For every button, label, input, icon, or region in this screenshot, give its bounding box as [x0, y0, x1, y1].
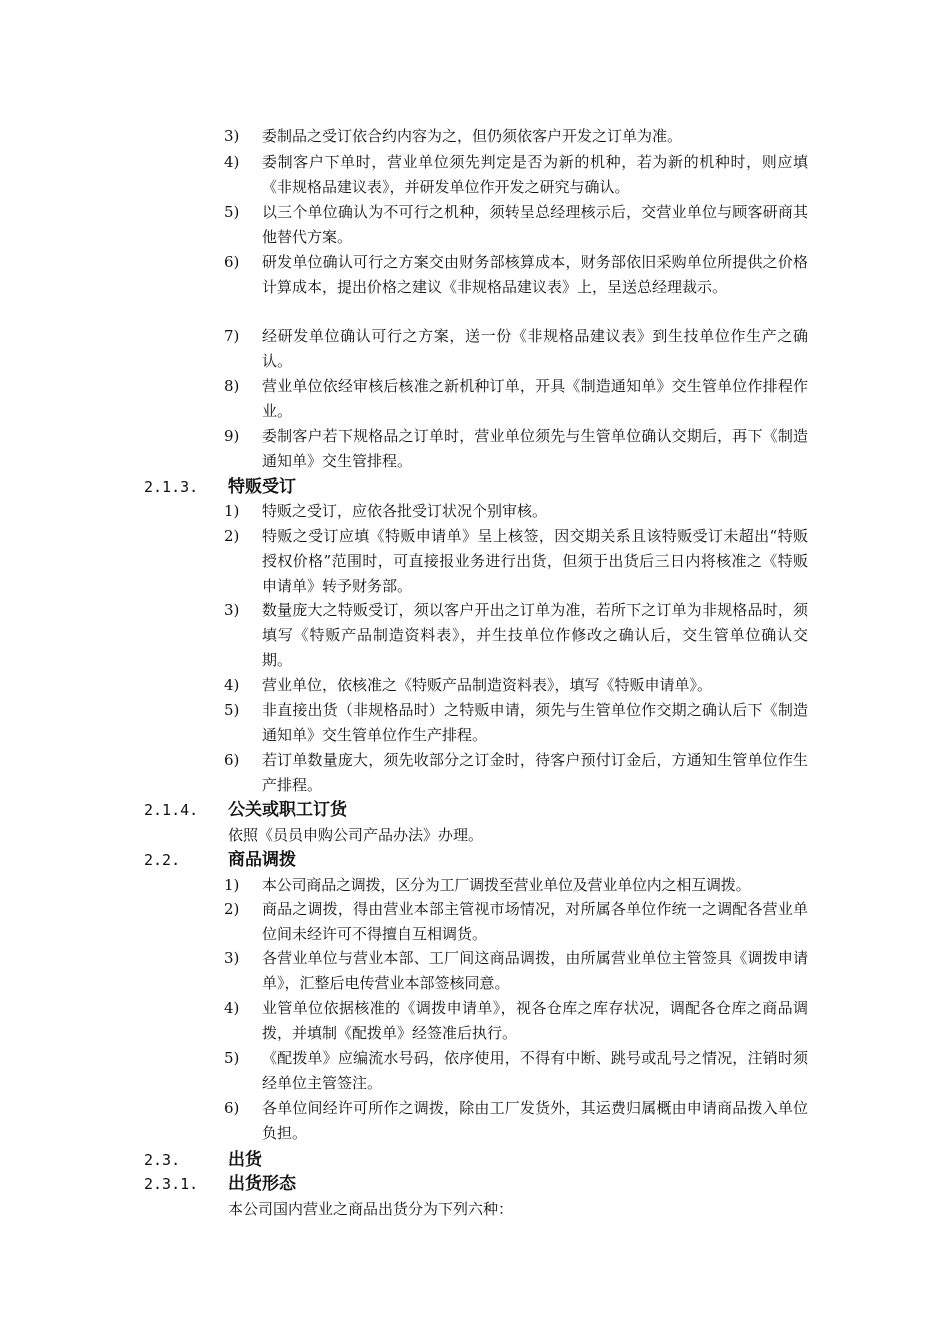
- section-number: 2.3.1.: [144, 1175, 199, 1193]
- list-item: [224, 374, 814, 424]
- item-number: 5): [224, 701, 240, 719]
- list-item: [224, 200, 814, 250]
- section-title: 商品调拨: [228, 850, 296, 870]
- list-item: [224, 698, 814, 748]
- list-item: [224, 324, 814, 374]
- item-text: 本公司商品之调拨，区分为工厂调拨至营业单位及营业单位内之相互调拨。: [262, 876, 751, 894]
- item-text: 各营业单位与营业本部、工厂间这商品调拨，由所属营业单位主管签具《调拨申请单》，汇整后电传营业本部签核同意。: [262, 949, 808, 992]
- item-text: 若订单数量庞大，须先收部分之订金时，待客户预付订金后，方通知生管单位作生产排程。: [262, 751, 808, 794]
- list-item: [224, 598, 814, 673]
- list-item: [224, 499, 814, 524]
- item-text: 营业单位依经审核后核准之新机种订单，开具《制造通知单》交生管单位作排程作业。: [262, 377, 808, 420]
- list-item: [224, 524, 814, 599]
- list-item: [224, 996, 814, 1046]
- list-item: [224, 673, 814, 698]
- item-number: 3): [224, 949, 240, 967]
- item-number: 6): [224, 1099, 240, 1117]
- list-item: [224, 150, 814, 200]
- section-title: 出货: [228, 1150, 262, 1170]
- item-number: 2): [224, 527, 240, 545]
- list-item: [224, 1096, 814, 1146]
- section-number: 2.3.: [144, 1151, 181, 1169]
- section-paragraph: 依照《员员申购公司产品办法》办理。: [228, 826, 484, 844]
- item-number: 5): [224, 1049, 240, 1067]
- section-title: 出货形态: [228, 1174, 296, 1194]
- section-number: 2.1.3.: [144, 478, 199, 496]
- item-number: 1): [224, 876, 240, 894]
- list-item: [224, 897, 814, 947]
- item-number: 4): [224, 999, 240, 1017]
- list-item: [224, 946, 814, 996]
- item-number: 1): [224, 502, 240, 520]
- item-text: 营业单位，依核准之《特贩产品制造资料表》，填写《特贩申请单》。: [262, 676, 713, 694]
- item-text: 各单位间经许可所作之调拨，除由工厂发货外，其运费归属概由申请商品拨入单位负担。: [262, 1099, 808, 1142]
- item-number: 3): [224, 601, 240, 619]
- item-text: 数量庞大之特贩受订，须以客户开出之订单为准，若所下之订单为非规格品时，须填写《特贩产品制造资料表》，并生技单位作修改之确认后，交生管单位确认交期。: [262, 601, 808, 669]
- list-item: [224, 424, 814, 474]
- list-item: [224, 250, 814, 300]
- item-text: 经研发单位确认可行之方案，送一份《非规格品建议表》到生技单位作生产之确认。: [262, 327, 808, 370]
- section-number: 2.2.: [144, 851, 181, 869]
- list-item: [224, 748, 814, 798]
- item-text: 委制客户若下规格品之订单时，营业单位须先与生管单位确认交期后，再下《制造通知单》交生管排程。: [262, 427, 808, 470]
- item-text: 特贩之受订，应依各批受订状况个别审核。: [262, 502, 548, 520]
- item-number: 4): [224, 153, 240, 171]
- item-number: 6): [224, 253, 240, 271]
- item-number: 8): [224, 377, 240, 395]
- item-text: 《配拨单》应编流水号码，依序使用，不得有中断、跳号或乱号之情况，注销时须经单位主管签注。: [262, 1049, 808, 1092]
- item-text: 业管单位依据核准的《调拨申请单》，视各仓库之库存状况，调配各仓库之商品调拨，并填制《配拨单》经签准后执行。: [262, 999, 808, 1042]
- item-text: 委制品之受订依合约内容为之，但仍须依客户开发之订单为准。: [262, 127, 683, 145]
- section-title: 特贩受订: [228, 477, 296, 497]
- item-text: 研发单位确认可行之方案交由财务部核算成本，财务部依旧采购单位所提供之价格计算成本，提出价格之建议《非规格品建议表》上，呈送总经理裁示。: [262, 253, 808, 296]
- list-item: [224, 124, 814, 149]
- section-paragraph: 本公司国内营业之商品出货分为下列六种：: [228, 1200, 514, 1218]
- item-number: 5): [224, 203, 240, 221]
- list-item: [224, 873, 814, 898]
- item-text: 特贩之受订应填《特贩申请单》呈上核签，因交期关系且该特贩受订未超出“特贩授权价格”范围时，可直接报业务进行出货，但须于出货后三日内将核准之《特贩申请单》转予财务部。: [262, 527, 808, 595]
- item-number: 7): [224, 327, 240, 345]
- item-text: 非直接出货（非规格品时）之特贩申请，须先与生管单位作交期之确认后下《制造通知单》交生管单位作生产排程。: [262, 701, 808, 744]
- item-text: 商品之调拨，得由营业本部主管视市场情况，对所属各单位作统一之调配各营业单位间未经许可不得擅自互相调货。: [262, 900, 808, 943]
- list-item: [224, 1046, 814, 1096]
- item-number: 9): [224, 427, 240, 445]
- item-number: 4): [224, 676, 240, 694]
- item-number: 3): [224, 127, 240, 145]
- section-title: 公关或职工订货: [228, 800, 347, 820]
- item-number: 2): [224, 900, 240, 918]
- item-number: 6): [224, 751, 240, 769]
- item-text: 委制客户下单时，营业单位须先判定是否为新的机种，若为新的机种时，则应填《非规格品建议表》，并研发单位作开发之研究与确认。: [262, 153, 808, 196]
- section-number: 2.1.4.: [144, 801, 199, 819]
- item-text: 以三个单位确认为不可行之机种，须转呈总经理核示后，交营业单位与顾客研商其他替代方案。: [262, 203, 808, 246]
